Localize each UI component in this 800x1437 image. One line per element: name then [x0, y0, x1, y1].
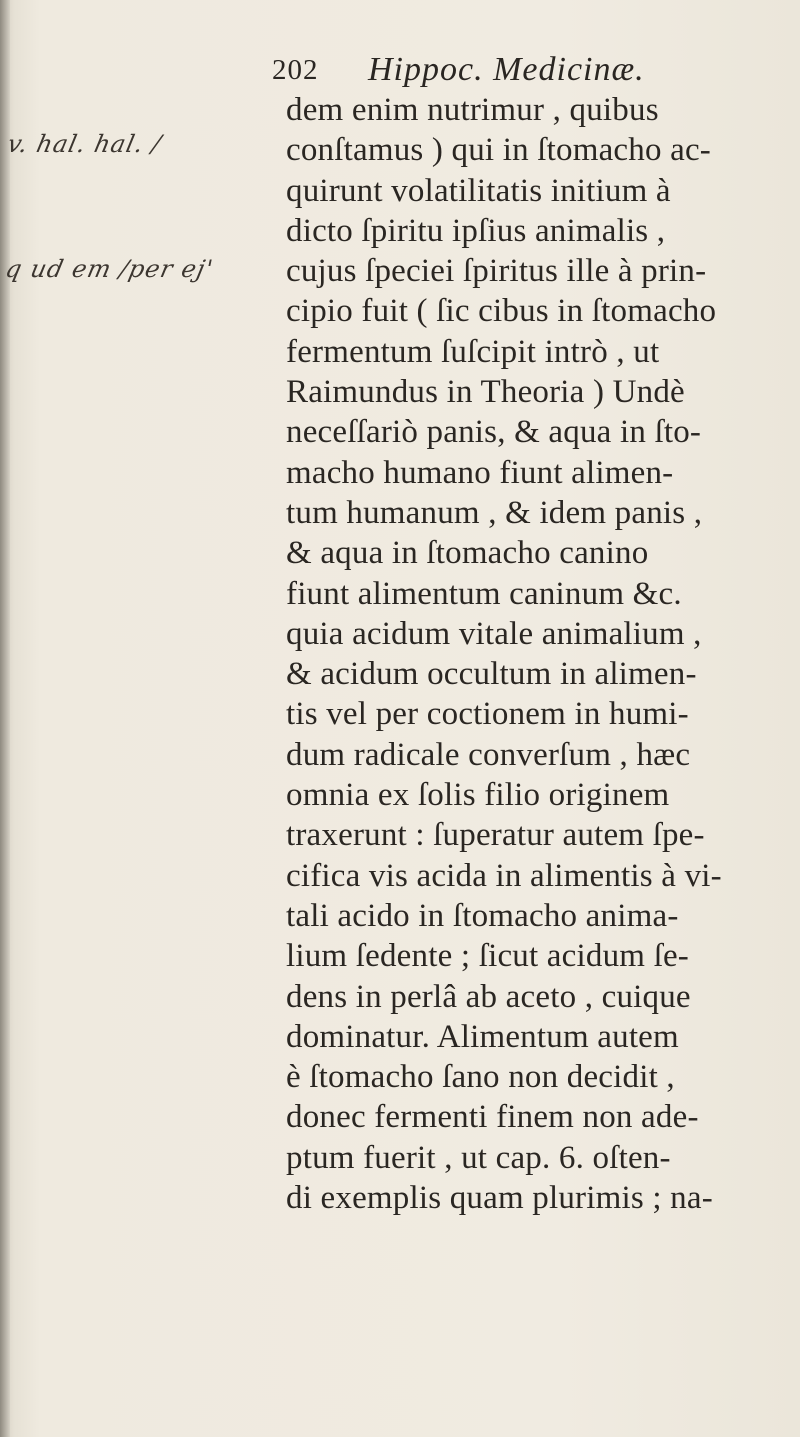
body-text	[286, 90, 796, 1218]
marginal-note: q ud em /per ej'	[3, 255, 217, 283]
text-line: è ſtomacho ſano non decidit ,	[286, 1059, 675, 1096]
text-line: cipio fuit ( ſic cibus in ſtomacho	[286, 293, 717, 330]
text-line: tum humanum , & idem panis ,	[286, 494, 703, 531]
marginal-note: v. hal. hal. /	[5, 130, 165, 158]
page-header	[272, 50, 772, 94]
text-line: dens in perlâ ab aceto , cuique	[286, 978, 691, 1015]
text-line: ptum fuerit , ut cap. 6. oſten-	[286, 1139, 671, 1176]
text-line: dum radicale converſum , hæc	[286, 736, 691, 773]
text-line: tis vel per coctionem in humi-	[286, 696, 689, 733]
text-line: & aqua in ſtomacho canino	[286, 535, 649, 572]
text-line: dicto ſpiritu ipſius animalis ,	[286, 212, 666, 249]
text-line: fermentum ſuſcipit intrò , ut	[286, 333, 660, 370]
text-line: di exemplis quam plurimis ; na-	[286, 1180, 713, 1217]
text-line: lium ſedente ; ſicut acidum ſe-	[286, 938, 689, 975]
text-line: traxerunt : ſuperatur autem ſpe-	[286, 817, 705, 854]
text-line: cifica vis acida in alimentis à vi-	[286, 857, 722, 894]
running-title: Hippoc. Medicinæ.	[368, 51, 645, 88]
page-number: 202	[272, 54, 319, 86]
text-line: neceſſariò panis, & aqua in ſto-	[286, 414, 702, 451]
text-line: fiunt alimentum caninum &c.	[286, 575, 682, 612]
text-line: & acidum occultum in alimen-	[286, 656, 697, 693]
text-line: Raimundus in Theoria ) Undè	[286, 374, 685, 411]
marginal-annotations	[0, 0, 280, 400]
text-line: macho humano fiunt alimen-	[286, 454, 674, 491]
text-line: tali acido in ſtomacho anima-	[286, 897, 679, 934]
text-line: conſtamus ) qui in ſtomacho ac-	[286, 132, 712, 169]
text-line: omnia ex ſolis filio originem	[286, 777, 670, 814]
text-line: cujus ſpeciei ſpiritus ille à prin-	[286, 253, 707, 290]
text-line: quia acidum vitale animalium ,	[286, 615, 702, 652]
text-line: quirunt volatilitatis initium à	[286, 172, 671, 209]
text-line: donec fermenti finem non ade-	[286, 1099, 699, 1136]
text-line: dominatur. Alimentum autem	[286, 1018, 679, 1055]
text-line: dem enim nutrimur , quibus	[286, 92, 659, 128]
